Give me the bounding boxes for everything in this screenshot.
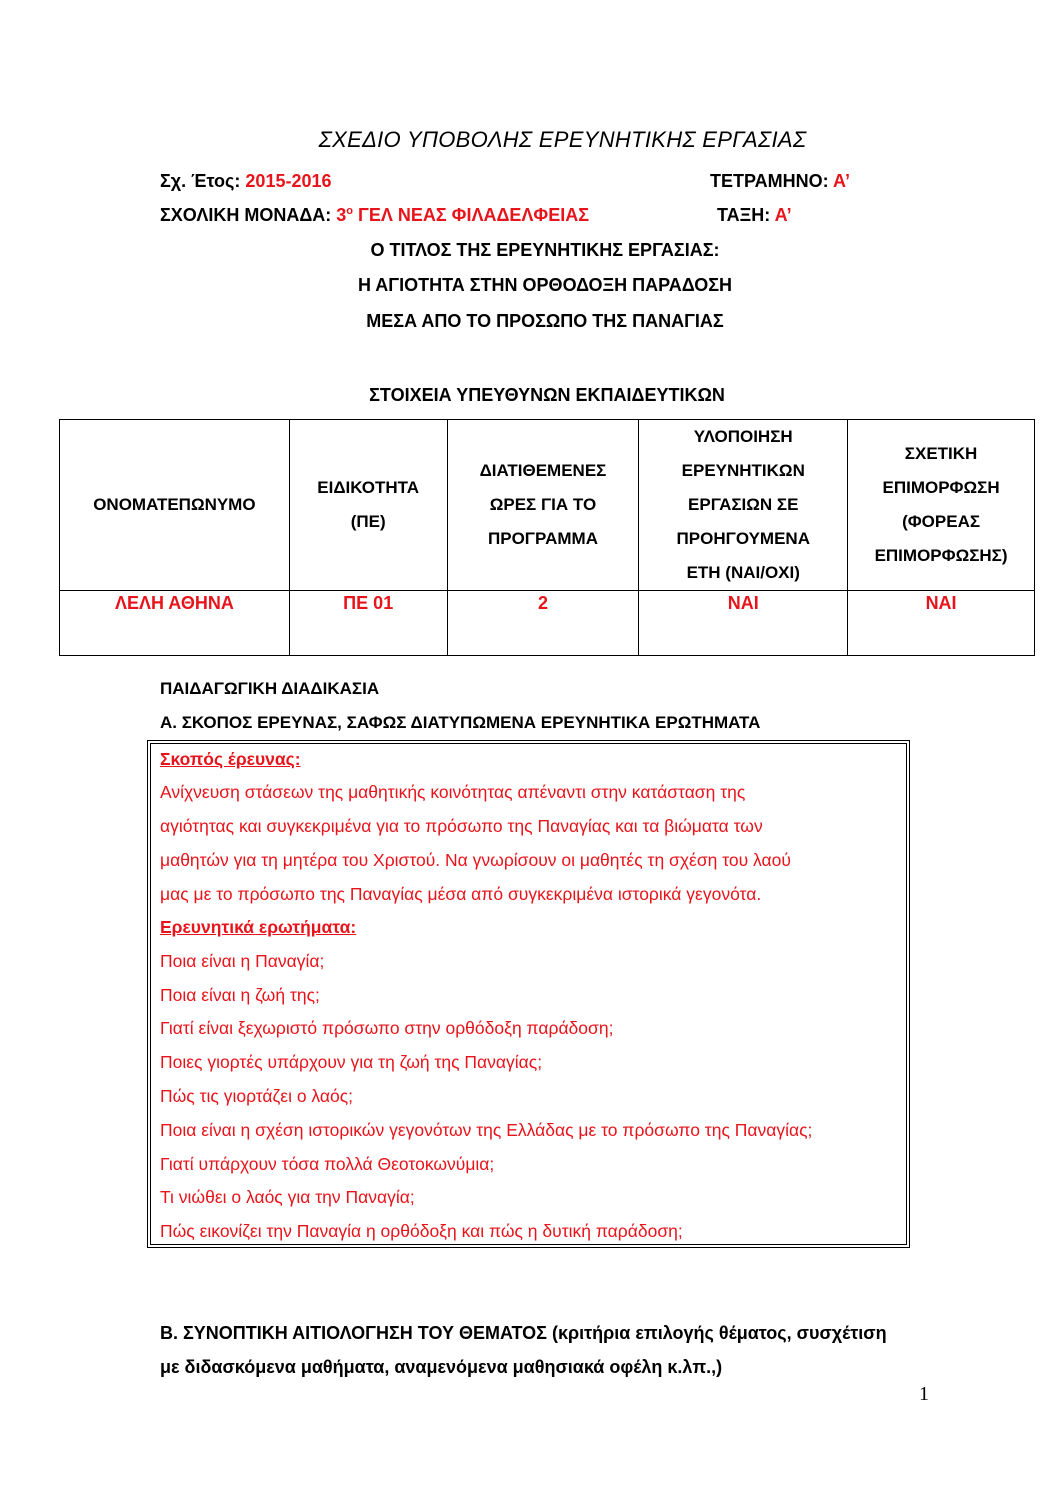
question-item: Ποια είναι η ζωή της; xyxy=(160,985,320,1005)
term: ΤΕΤΡΑΜΗΝΟ: Α’ xyxy=(710,171,851,191)
col-header-training: ΣΧΕΤΙΚΗ ΕΠΙΜΟΡΦΩΣΗ (ΦΟΡΕΑΣ ΕΠΙΜΟΡΦΩΣΗΣ) xyxy=(848,420,1035,591)
pedagogy-heading: ΠΑΙΔΑΓΩΓΙΚΗ ΔΙΑΔΙΚΑΣΙΑ xyxy=(160,679,380,698)
question-item: Γιατί υπάρχουν τόσα πολλά Θεοτοκωνύμια; xyxy=(160,1154,495,1174)
col-header-previous-projects: ΥΛΟΠΟΙΗΣΗ ΕΡΕΥΝΗΤΙΚΩΝ ΕΡΓΑΣΙΩΝ ΣΕ ΠΡΟΗΓΟΥΜΕΝΑ ΕΤΗ (ΝΑΙ/ΟΧΙ) xyxy=(639,420,848,591)
cell-training: ΝΑΙ xyxy=(848,591,1035,656)
question-item: Πώς εικονίζει την Παναγία η ορθόδοξη και πώς η δυτική παράδοση; xyxy=(160,1221,683,1241)
section-b-title: Β. ΣΥΝΟΠΤΙΚΗ ΑΙΤΙΟΛΟΓΗΣΗ ΤΟΥ ΘΕΜΑΤΟΣ xyxy=(160,1323,547,1343)
cell-specialty: ΠΕ 01 xyxy=(289,591,447,656)
question-item: Πώς τις γιορτάζει ο λαός; xyxy=(160,1086,354,1106)
term-label: ΤΕΤΡΑΜΗΝΟ xyxy=(710,171,823,191)
cell-hours: 2 xyxy=(447,591,639,656)
school-unit-label: ΣΧΟΛΙΚΗ ΜΟΝΑΔΑ: xyxy=(160,205,332,225)
cell-name: ΛΕΛΗ ΑΘΗΝΑ xyxy=(60,591,290,656)
section-b-note-2: με διδασκόμενα μαθήματα, αναμενόμενα μαθησιακά οφέλη κ.λπ.,) xyxy=(160,1357,723,1377)
purpose-line: Ανίχνευση στάσεων της μαθητικής κοινότητας απέναντι στην κατάσταση της xyxy=(160,782,746,802)
school-year-value: 2015-2016 xyxy=(245,171,332,191)
question-item: Ποια είναι η σχέση ιστορικών γεγονότων της Ελλάδας με το πρόσωπο της Παναγίας; xyxy=(160,1120,813,1140)
staff-heading: ΣΤΟΙΧΕΙΑ ΥΠΕΥΘΥΝΩΝ ΕΚΠΑΙΔΕΥΤΙΚΩΝ xyxy=(369,385,725,405)
col-header-name: ΟΝΟΜΑΤΕΠΩΝΥΜΟ xyxy=(60,420,290,591)
staff-table-header-row xyxy=(60,420,1035,591)
col-header-specialty: ΕΙΔΙΚΟΤΗΤΑ (ΠΕ) xyxy=(289,420,447,591)
purpose-line: μαθητών για τη μητέρα του Χριστού. Να γνωρίσουν οι μαθητές τη σχέση του λαού xyxy=(160,850,791,870)
question-item: Ποια είναι η Παναγία; xyxy=(160,951,325,971)
purpose-heading: Σκοπός έρευνας: xyxy=(160,749,301,769)
cell-previous-projects: ΝΑΙ xyxy=(639,591,848,656)
section-b-note-1: (κριτήρια επιλογής θέματος, συσχέτιση xyxy=(551,1323,887,1343)
project-title-line-2: ΜΕΣΑ ΑΠΟ ΤΟ ΠΡΟΣΩΠΟ ΤΗΣ ΠΑΝΑΓΙΑΣ xyxy=(366,311,724,331)
purpose-line: μας με το πρόσωπο της Παναγίας μέσα από συγκεκριμένα ιστορικά γεγονότα. xyxy=(160,884,762,904)
question-item: Ποιες γιορτές υπάρχουν για τη ζωή της Παναγίας; xyxy=(160,1052,543,1072)
class-label: ΤΑΞΗ: xyxy=(717,205,771,225)
question-item: Γιατί είναι ξεχωριστό πρόσωπο στην ορθόδοξη παράδοση; xyxy=(160,1018,614,1038)
school-year-label: Σχ. Έτος xyxy=(160,171,235,191)
page-number: 1 xyxy=(919,1383,929,1405)
school-year: Σχ. Έτος: 2015-2016 xyxy=(160,171,332,191)
questions-heading: Ερευνητικά ερωτήματα: xyxy=(160,917,357,937)
purpose-line: αγιότητας και συγκεκριμένα για το πρόσωπο της Παναγίας και τα βιώματα των xyxy=(160,816,763,836)
school-unit xyxy=(160,205,589,226)
project-title-line-1: Η ΑΓΙΟΤΗΤΑ ΣΤΗΝ ΟΡΘΟΔΟΞΗ ΠΑΡΑΔΟΣΗ xyxy=(357,275,733,295)
document-title: ΣΧΕΔΙΟ ΥΠΟΒΟΛΗΣ ΕΡΕΥΝΗΤΙΚΗΣ ΕΡΓΑΣΙΑΣ xyxy=(318,127,807,152)
section-a-heading: Α. ΣΚΟΠΟΣ ΕΡΕΥΝΑΣ, ΣΑΦΩΣ ΔΙΑΤΥΠΩΜΕΝΑ ΕΡΕΥΝΗΤΙΚΑ ΕΡΩΤΗΜΑΤΑ xyxy=(160,713,761,732)
class-value: Α’ xyxy=(774,205,792,225)
table-row xyxy=(60,591,1035,656)
section-b-line-1 xyxy=(160,1323,970,1344)
class xyxy=(717,205,792,226)
question-item: Τι νιώθει ο λαός για την Παναγία; xyxy=(160,1187,415,1207)
project-title-label: Ο ΤΙΤΛΟΣ ΤΗΣ ΕΡΕΥΝΗΤΙΚΗΣ ΕΡΓΑΣΙΑΣ: xyxy=(370,240,720,260)
term-value: Α’ xyxy=(833,171,851,191)
staff-table xyxy=(59,419,1035,656)
school-unit-value: $3^o$ ΓΕΛ ΝΕΑΣ ΦΙΛΑΔΕΛΦΕΙΑΣ xyxy=(336,205,589,225)
col-header-hours: ΔΙΑΤΙΘΕΜΕΝΕΣ ΩΡΕΣ ΓΙΑ ΤΟ ΠΡΟΓΡΑΜΜΑ xyxy=(447,420,639,591)
